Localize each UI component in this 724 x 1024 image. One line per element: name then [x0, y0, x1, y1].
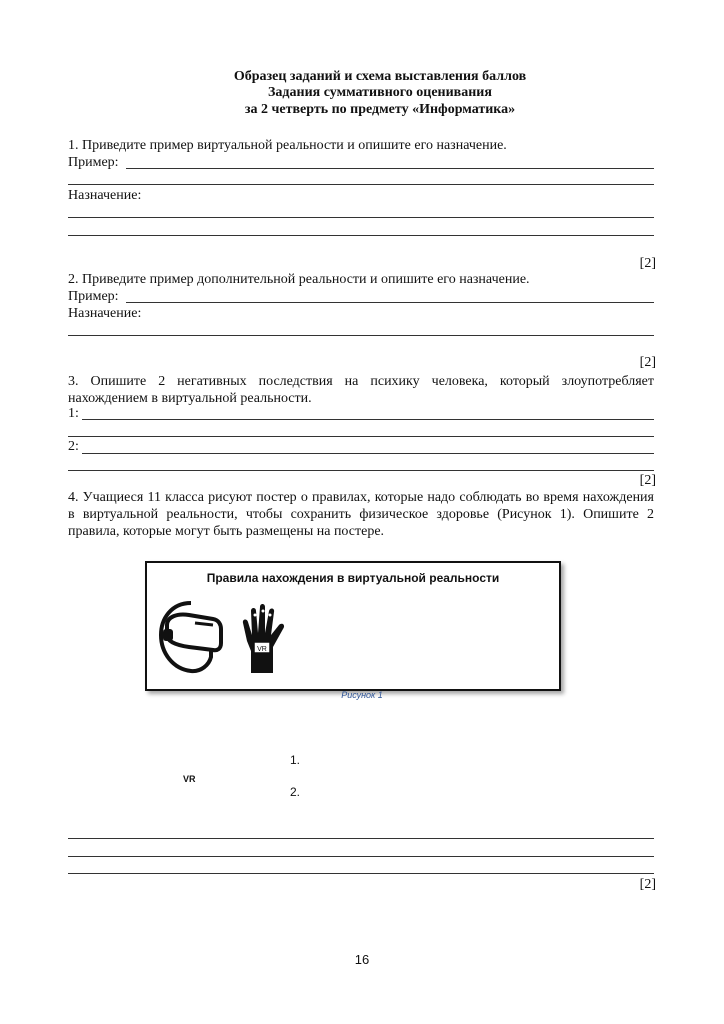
question-1-purpose-label: Назначение:	[68, 188, 142, 203]
vr-headset-icon	[155, 599, 227, 677]
figure-caption: Рисунок 1	[341, 690, 383, 700]
question-3-score: [2]	[639, 473, 656, 488]
question-2-score: [2]	[639, 355, 656, 370]
answer-line[interactable]	[126, 302, 654, 303]
question-2-example-label: Пример:	[68, 289, 119, 304]
answer-line[interactable]	[82, 419, 654, 420]
answer-line[interactable]	[68, 436, 654, 437]
question-2-text: 2. Приведите пример дополнительной реальности и опишите его назначение.	[68, 272, 530, 287]
answer-line[interactable]	[68, 335, 654, 336]
answer-line[interactable]	[82, 453, 654, 454]
answer-line[interactable]	[68, 235, 654, 236]
poster-title: Правила нахождения в виртуальной реальности	[206, 571, 500, 585]
header-line-2: Задания суммативного оценивания	[268, 85, 492, 100]
question-3-text: 3. Опишите 2 негативных последствия на психику человека, который злоупотребляет нахождением в виртуальной реальности.	[68, 374, 654, 406]
rule-1-label: 1.	[290, 753, 301, 767]
header-line-3: за 2 четверть по предмету «Информатика»	[244, 102, 516, 117]
answer-line[interactable]	[68, 838, 654, 839]
answer-line[interactable]	[68, 873, 654, 874]
question-3-item-2: 2:	[68, 439, 79, 454]
question-1-score: [2]	[639, 256, 656, 271]
page-number: 16	[354, 952, 370, 967]
question-4-text: 4. Учащиеся 11 класса рисуют постер о правилах, которые надо соблюдать во время нахождения в виртуальной реальности, чтобы сохранить физическое здоровье (Рисунок 1). Опишите 2 правила, которые могут быть размещены на постере.	[68, 490, 654, 539]
header-line-1: Образец заданий и схема выставления баллов	[233, 69, 527, 84]
question-3-item-1: 1:	[68, 406, 79, 421]
question-1-example-label: Пример:	[68, 155, 119, 170]
vr-label: VR	[183, 774, 196, 784]
question-2-purpose-label: Назначение:	[68, 306, 142, 321]
question-4-score: [2]	[639, 877, 656, 892]
answer-line[interactable]	[68, 470, 654, 471]
answer-line[interactable]	[68, 184, 654, 185]
answer-line[interactable]	[68, 217, 654, 218]
rule-2-label: 2.	[290, 785, 301, 799]
vr-glove-icon	[233, 601, 295, 677]
vr-glove-label: VR	[257, 646, 267, 653]
answer-line[interactable]	[126, 168, 654, 169]
poster-figure	[145, 561, 561, 691]
answer-line[interactable]	[68, 856, 654, 857]
question-1-text: 1. Приведите пример виртуальной реальности и опишите его назначение.	[68, 138, 507, 153]
